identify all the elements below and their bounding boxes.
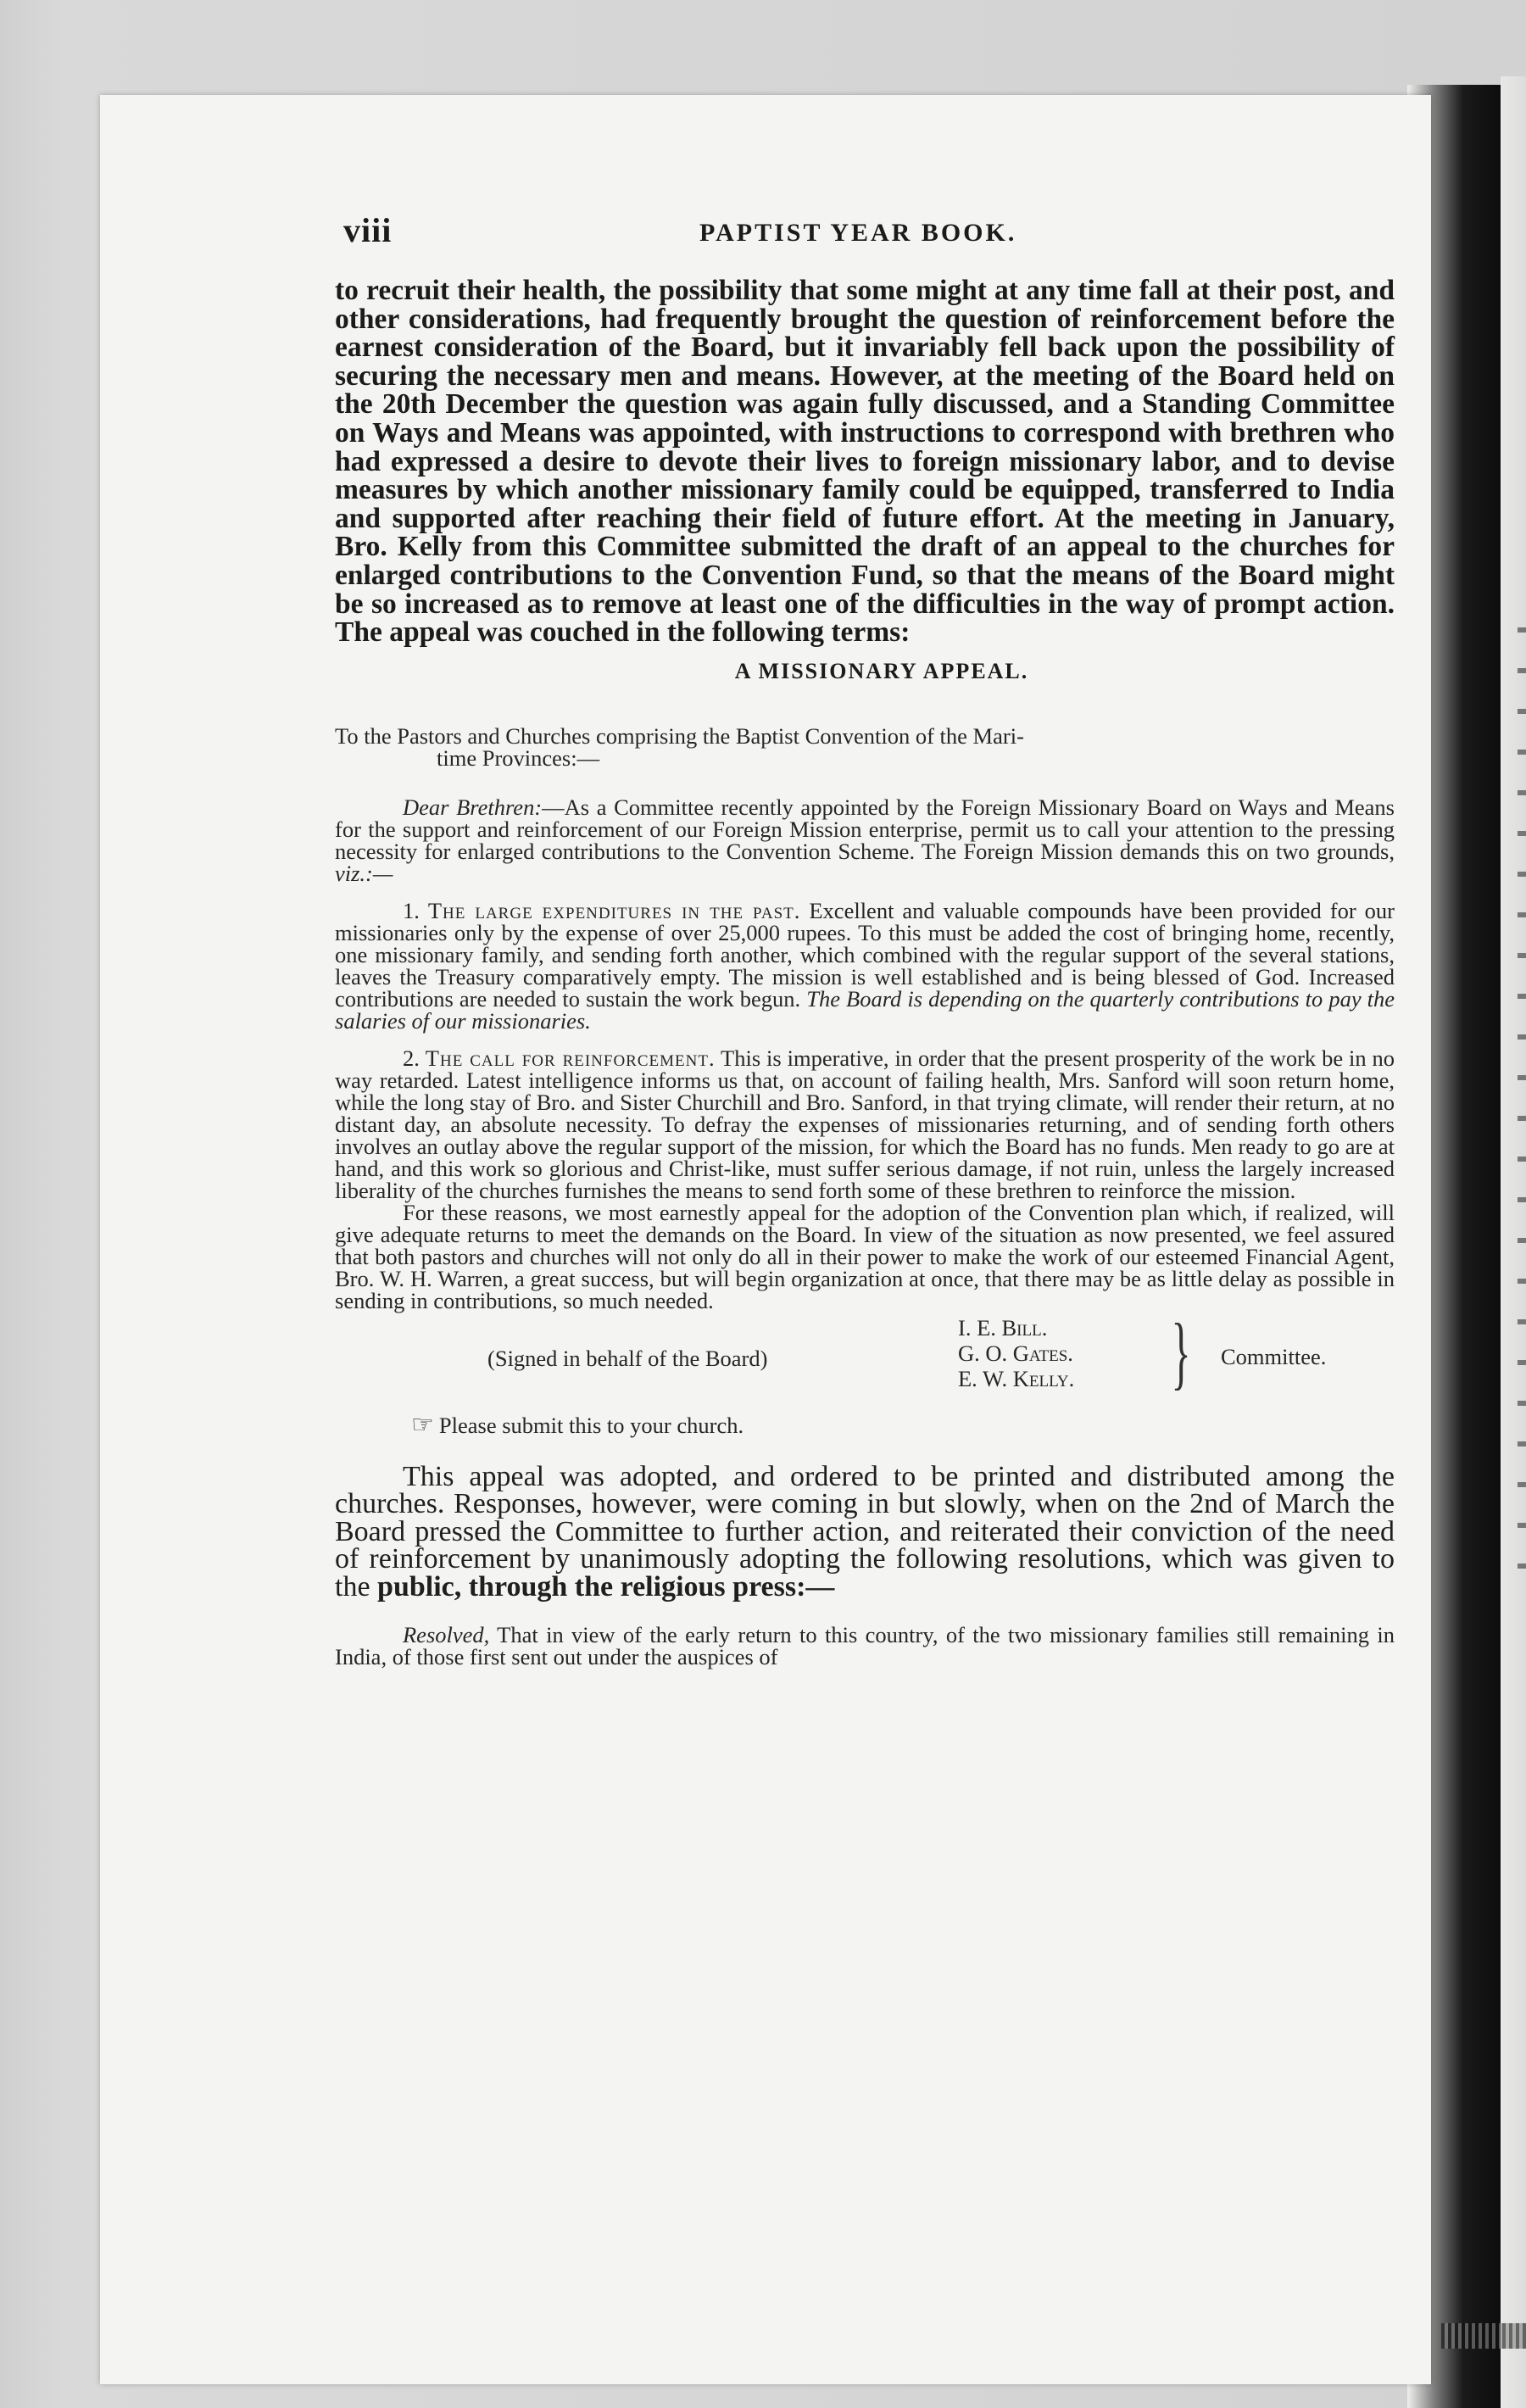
signer-name: G. O. Gates.	[958, 1340, 1073, 1366]
greeting: Dear Brethren:	[403, 794, 543, 820]
appeal-point-1	[335, 897, 1395, 1034]
signer-list	[958, 1315, 1074, 1391]
appeal-opening	[335, 796, 1395, 884]
facing-page-text-fragments	[1518, 627, 1526, 1603]
intro-paragraph: to recruit their health, the possibility that some might at any time fall at their post, and other considerations, had frequently brought the question of reinforcement before the earnest consideration of the Board, but it invariably fell back upon the possibility of securing the necessary men and means. However, at the meeting of the Board held on the 20th December the question was again fully discussed, and a Standing Committee on Ways and Means was appointed, with instructions to correspond with brethren who had expressed a desire to devote their lives to foreign missionary labor, and to devise measures by which another missionary family could be equipped, transferred to India and supported after reaching their field of future effort. At the meeting in January, Bro. Kelly from this Committee submitted the draft of an appeal to the churches for enlarged contributions to the Convention Fund, so that the means of the Board might be so increased as to remove at least one of the difficulties in the way of prompt action. The appeal was couched in the following terms:	[335, 275, 1395, 649]
appeal-point-2	[335, 1047, 1395, 1201]
after-appeal-paragraph	[335, 1460, 1395, 1603]
resolved-label: Resolved,	[403, 1621, 490, 1647]
resolution-text: That in view of the early return to this country, of the two missionary families still remaining in India, of those first sent out under the auspices of	[335, 1621, 1395, 1669]
running-title: PAPTIST YEAR BOOK.	[699, 219, 1017, 247]
salutation-line-1: To the Pastors and Churches comprising the Baptist Convention of the Mari-	[335, 722, 1024, 749]
running-head	[335, 210, 1395, 258]
salutation-line-2: time Provinces:—	[437, 744, 600, 771]
point-1-number: 1.	[403, 897, 420, 923]
page-content	[335, 210, 1395, 1690]
page-stack-edge	[1441, 2323, 1526, 2349]
pointing-hand-icon: ☞	[411, 1410, 434, 1439]
page-number: viii	[343, 211, 393, 249]
appeal-salutation	[335, 722, 1395, 771]
point-1-title: The large expenditures in the past.	[427, 897, 801, 923]
signature-block	[335, 1306, 1395, 1403]
opening-body: —As a Committee recently appointed by the Foreign Missionary Board on Ways and Means for the support and reinforcement of our Foreign Mission enterprise, permit us to call your attention to the pressing necessity for enlarged contributions to the Convention Scheme. The Foreign Mission demands this on two grounds,	[335, 794, 1395, 864]
brace-glyph: }	[1171, 1306, 1191, 1397]
signer-name: I. E. Bill.	[958, 1314, 1048, 1341]
after-paragraph-bold: public, through the religious press:—	[377, 1570, 835, 1603]
resolution-paragraph	[335, 1621, 1395, 1669]
viz: viz.:—	[335, 860, 393, 886]
note-text: Please submit this to your church.	[438, 1412, 744, 1438]
point-2-title: The call for reinforcement.	[425, 1045, 716, 1071]
point-1-italic: The Board is depending on the quarterly contributions to pay the salaries of our missionaries.	[335, 985, 1395, 1034]
point-2-body: This is imperative, in order that the present prosperity of the work be in no way retarded. Latest intelligence informs us that, on account of failing health, Mrs. Sanford will soon return home, while the long stay of Bro. and Sister Churchill and Bro. Sanford, in that trying climate, will render their return, at no distant day, an absolute necessity. To defray the expenses of missionaries returning, and of sending forth others involves an outlay above the regular support of the mission, for which the Board has no funds. Men ready to go are at hand, and this work so glorious and Christ-like, must suffer serious damage, if not ruin, unless the largely increased liberality of the churches furnishes the means to send forth some of these brethren to reinforce the mission.	[335, 1045, 1395, 1203]
appeal-heading: A MISSIONARY APPEAL.	[734, 658, 1029, 683]
submission-note	[411, 1410, 1395, 1440]
after-paragraph-text: This appeal was adopted, and ordered to be printed and distributed among the churches. Responses, however, were coming in but slowly, when on the 2nd of March the Board pressed the Committee to further action, and reiterated their conviction of the need of reinforcement by unanimously adopting the following resolutions, which was given to the	[335, 1460, 1395, 1603]
signer-name: E. W. Kelly.	[958, 1365, 1075, 1391]
signature-label: (Signed in behalf of the Board)	[487, 1345, 768, 1371]
appeal-closing: For these reasons, we most earnestly appeal for the adoption of the Convention plan which, if realized, will give adequate returns to meet the demands on the Board. In view of the situation as now presented, we feel assured that both pastors and churches will not only do all in their power to make the work of our esteemed Financial Agent, Bro. W. H. Warren, a great success, but will begin organization at once, that there may be as little delay as possible in sending in contributions, so much needed.	[335, 1199, 1395, 1313]
point-1-body: Excellent and valuable compounds have been provided for our missionaries only by the expense of over 25,000 rupees. To this must be added the cost of bringing home, recently, one missionary family, and sending forth another, which combined with the regular support of the several stations, leaves the Treasury comparatively empty. The mission is well established and is being blessed of God. Increased contributions are needed to sustain the work begun.	[335, 897, 1395, 1012]
point-2-number: 2.	[403, 1045, 420, 1071]
committee-label: Committee.	[1221, 1343, 1327, 1369]
